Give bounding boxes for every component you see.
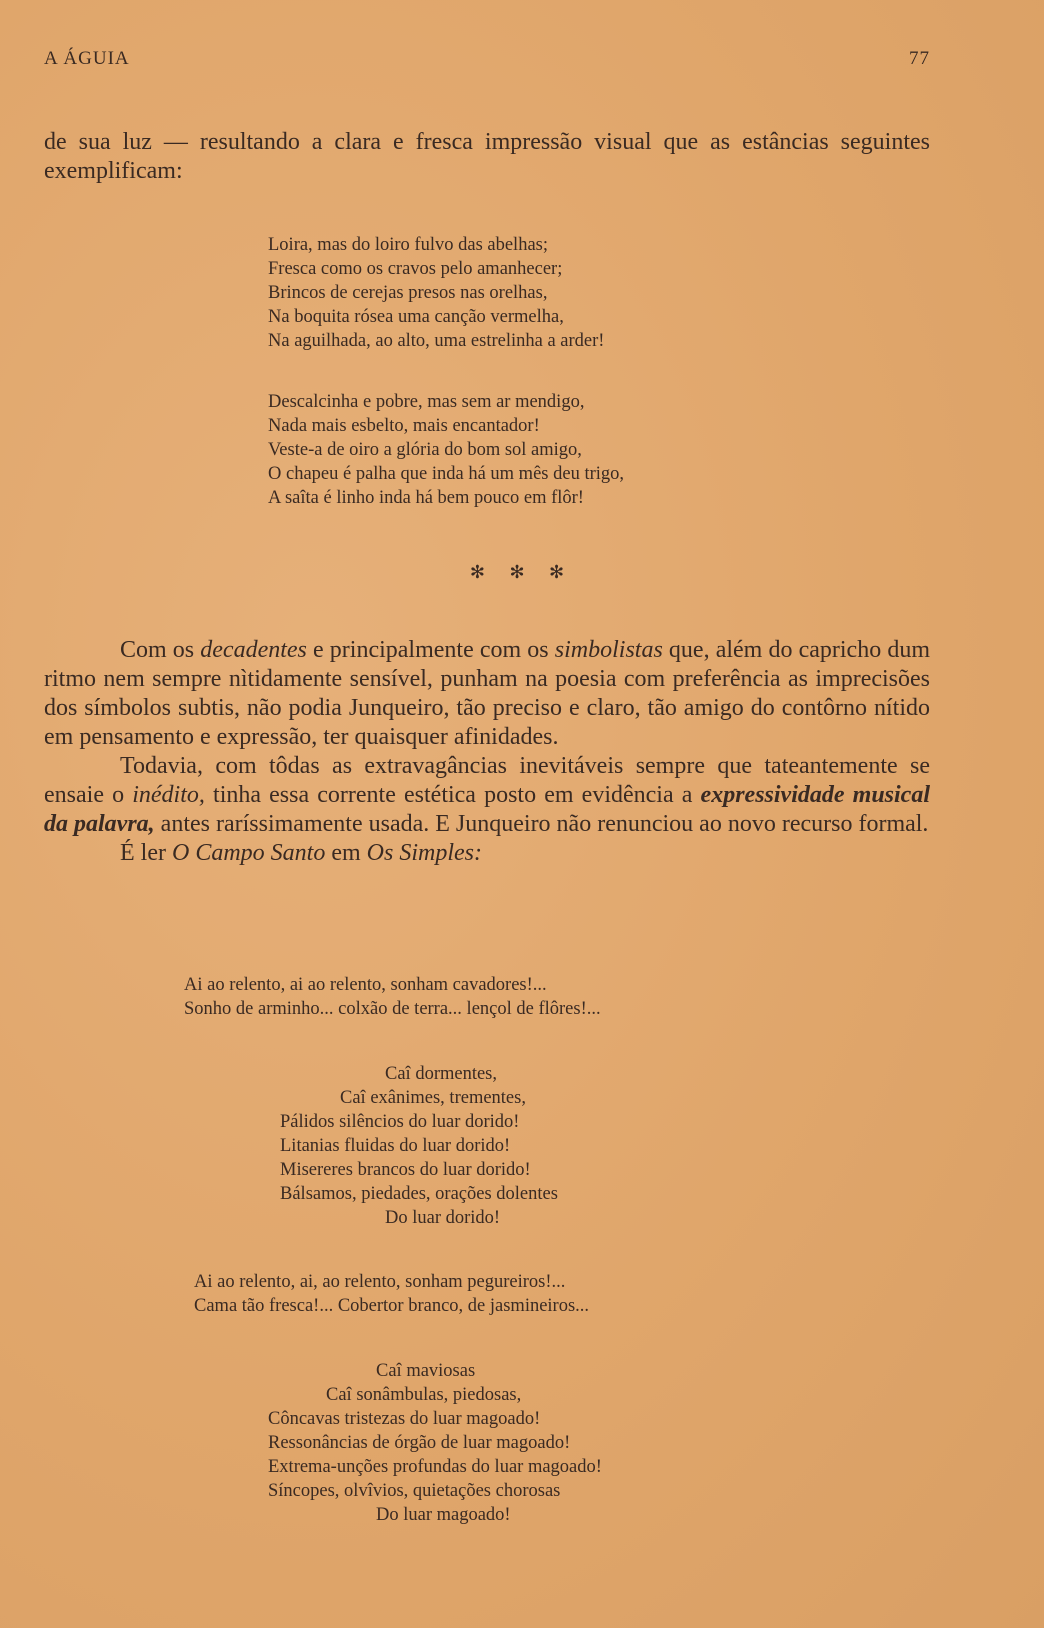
verse-line: Misereres brancos do luar dorido! (280, 1160, 531, 1180)
verse-line: A saîta é linho inda há bem pouco em flôr! (268, 488, 584, 508)
body-prose (44, 636, 930, 868)
verse-line: Ai ao relento, ai, ao relento, sonham pegureiros!... (194, 1272, 566, 1292)
poem2-stanza2 (268, 1359, 602, 1527)
text-run: antes raríssimamente usada. E Junqueiro não renunciou ao novo recurso formal. (154, 811, 929, 837)
verse-line: Cama tão fresca!... Cobertor branco, de jasmineiros... (194, 1296, 590, 1316)
section-ornament: ✻ ✻ ✻ (469, 562, 575, 582)
verse-line: Extrema-unções profundas do luar magoado! (268, 1457, 602, 1477)
paragraph-todavia (44, 752, 930, 839)
verse-line: Bálsamos, piedades, orações dolentes (280, 1184, 558, 1204)
verse-line: Do luar magoado! (376, 1505, 511, 1525)
poem2-couplet1 (184, 973, 601, 1021)
intro-text: de sua luz — resultando a clara e fresca impressão visual que as estâncias seguintes exemplificam: (44, 129, 930, 184)
page-number: 77 (909, 48, 930, 69)
verse-line: Brincos de cerejas presos nas orelhas, (268, 283, 548, 303)
italic-title: Os Simples: (366, 840, 482, 866)
text-run: que, além do capricho dum ritmo nem sempre nìtidamente sensível, punham na poesia com preferência as imprecisões dos símbolos subtis, não podia Junqueiro, tão preciso e claro, tão amigo do contôrno nítido em pensamento e expressão, ter quaisquer afinidades. (44, 637, 930, 750)
verse-line: O chapeu é palha que inda há um mês deu trigo, (268, 464, 625, 484)
verse-line: Sonho de arminho... colxão de terra... lençol de flôres!... (184, 999, 601, 1019)
verse-line: Caî dormentes, (385, 1064, 498, 1084)
verse-line: Caî sonâmbulas, piedosas, (326, 1385, 522, 1405)
verse-line: Síncopes, olvîvios, quietações chorosas (268, 1481, 561, 1501)
bold-italic-term: expressividade musical da palavra, (44, 782, 930, 837)
text-run: É ler (120, 840, 172, 866)
verse-line: Caî exânimes, trementes, (340, 1088, 526, 1108)
verse-line: Ai ao relento, ai ao relento, sonham cavadores!... (184, 975, 547, 995)
italic-term: inédito, (132, 782, 205, 808)
verse-line: Na aguilhada, ao alto, uma estrelinha a arder! (268, 331, 605, 351)
verse-line: Litanias fluidas do luar dorido! (280, 1136, 511, 1156)
poem2-couplet2 (194, 1270, 589, 1318)
verse-line: Fresca como os cravos pelo amanhecer; (268, 259, 563, 279)
verse-line: Nada mais esbelto, mais encantador! (268, 416, 540, 436)
verse-line: Loira, mas do loiro fulvo das abelhas; (268, 235, 549, 255)
text-run: tinha essa corrente estética posto em evidência a (204, 782, 701, 808)
italic-title: O Campo Santo (171, 840, 326, 866)
journal-title: A ÁGUIA (44, 48, 130, 69)
poem1-stanza2 (268, 390, 624, 510)
poem2-stanza1 (280, 1062, 558, 1230)
paragraph-e-ler (44, 839, 930, 868)
text-run: e principalmente com os (306, 637, 555, 663)
paragraph-decadentes (44, 636, 930, 752)
verse-line: Ressonâncias de órgão de luar magoado! (268, 1433, 571, 1453)
text-run: Com os (120, 637, 201, 663)
italic-term: decadentes (200, 637, 307, 663)
verse-line: Veste-a de oiro a glória do bom sol amigo, (268, 440, 582, 460)
intro-paragraph (44, 128, 930, 186)
verse-line: Na boquita rósea uma canção vermelha, (268, 307, 564, 327)
verse-line: Descalcinha e pobre, mas sem ar mendigo, (268, 392, 585, 412)
verse-line: Do luar dorido! (385, 1208, 501, 1228)
verse-line: Pálidos silêncios do luar dorido! (280, 1112, 520, 1132)
verse-line: Côncavas tristezas do luar magoado! (268, 1409, 541, 1429)
poem1-stanza1 (268, 233, 604, 353)
text-run: em (325, 840, 367, 866)
italic-term: simbolistas (554, 637, 663, 663)
verse-line: Caî maviosas (376, 1361, 476, 1381)
text-run: Todavia, com tôdas as extravagâncias inevitáveis sempre que tateantemente se ensaie o (44, 753, 930, 808)
